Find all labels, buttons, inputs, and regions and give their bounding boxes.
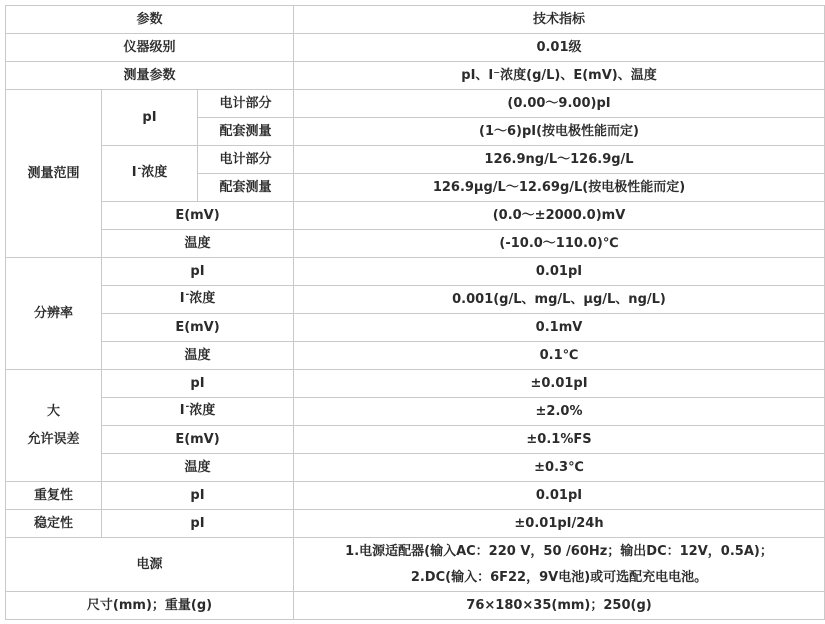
table-row-resolution-emv [6,314,825,342]
range-emv-name: E(mV) [102,202,294,230]
range-pi-matched-label: 配套测量 [198,118,294,146]
resolution-temp-value: 0.1℃ [294,342,825,370]
measurement-params-value: pI、I⁻浓度(g/L)、E(mV)、温度 [294,62,825,90]
range-pi-name: pI [102,90,198,146]
error-conc-name-rest: 浓度 [189,403,216,418]
resolution-emv-value: 0.1mV [294,314,825,342]
resolution-conc-name-main: I [179,291,185,306]
resolution-conc-value: 0.001(g/L、mg/L、μg/L、ng/L) [294,286,825,314]
power-line2: 2.DC(输入：6F22，9V电池)或可选配充电电池。 [410,569,708,585]
size-value: 76×180×35(mm)；250(g) [294,592,825,620]
range-pi-matched-value: (1～6)pI(按电极性能而定) [294,118,825,146]
power-line1: 1.电源适配器(输入AC：220 V，50 /60Hz；输出DC：12V，0.5A)； [345,543,773,559]
error-emv-name: E(mV) [102,426,294,454]
range-pi-electric-value: (0.00～9.00)pI [294,90,825,118]
error-temp-name: 温度 [102,454,294,482]
power-label: 电源 [6,538,294,592]
range-temp-value: (-10.0～110.0)℃ [294,230,825,258]
table-row-power [6,538,825,592]
error-group-label [6,370,102,482]
table-row-error-emv [6,426,825,454]
stability-label: 稳定性 [6,510,102,538]
table-row-resolution-pi [6,258,825,286]
error-group-line1: 大 [46,403,60,419]
error-temp-value: ±0.3℃ [294,454,825,482]
resolution-temp-name: 温度 [102,342,294,370]
error-conc-name [102,398,294,426]
table-row-resolution-temp [6,342,825,370]
error-emv-value: ±0.1%FS [294,426,825,454]
error-conc-name-main: I [179,403,185,418]
table-row-range-emv [6,202,825,230]
resolution-emv-name: E(mV) [102,314,294,342]
range-emv-value: (0.0～±2000.0)mV [294,202,825,230]
range-conc-electric-label: 电计部分 [198,146,294,174]
error-conc-value: ±2.0% [294,398,825,426]
table-row-resolution-conc [6,286,825,314]
resolution-pi-value: 0.01pI [294,258,825,286]
range-conc-matched-value: 126.9μg/L～12.69g/L(按电极性能而定) [294,174,825,202]
spec-table [5,5,825,620]
size-label: 尺寸(mm)；重量(g) [6,592,294,620]
table-row-range-conc-electric [6,146,825,174]
table-row-repeatability [6,482,825,510]
table-row-range-pi-electric [6,90,825,118]
table-row-error-conc [6,398,825,426]
measurement-params-label: 测量参数 [6,62,294,90]
error-pi-name: pI [102,370,294,398]
range-conc-name-sup: - [137,164,142,174]
resolution-group-label: 分辨率 [6,258,102,370]
range-temp-name: 温度 [102,230,294,258]
resolution-conc-name [102,286,294,314]
repeatability-value: 0.01pI [294,482,825,510]
table-row-error-temp [6,454,825,482]
range-conc-electric-value: 126.9ng/L～126.9g/L [294,146,825,174]
repeatability-name: pI [102,482,294,510]
table-row-instrument-class [6,34,825,62]
instrument-class-value: 0.01级 [294,34,825,62]
table-row-error-pi [6,370,825,398]
table-row-size [6,592,825,620]
range-conc-name-rest: 浓度 [141,165,168,180]
power-value [294,538,825,592]
table-row-measurement-params [6,62,825,90]
instrument-class-label: 仪器级别 [6,34,294,62]
range-conc-matched-label: 配套测量 [198,174,294,202]
range-conc-name [102,146,198,202]
range-group-label: 测量范围 [6,90,102,258]
repeatability-label: 重复性 [6,482,102,510]
stability-name: pI [102,510,294,538]
table-row-header [6,6,825,34]
error-conc-name-sup: - [185,402,190,412]
resolution-pi-name: pI [102,258,294,286]
error-pi-value: ±0.01pI [294,370,825,398]
stability-value: ±0.01pI/24h [294,510,825,538]
resolution-conc-name-rest: 浓度 [189,291,216,306]
header-spec-cell: 技术指标 [294,6,825,34]
spec-table-wrapper [5,5,825,620]
resolution-conc-name-sup: - [185,290,190,300]
header-param-cell: 参数 [6,6,294,34]
range-pi-electric-label: 电计部分 [198,90,294,118]
range-conc-name-main: I [131,165,137,180]
table-row-stability [6,510,825,538]
table-row-range-temp [6,230,825,258]
error-group-line2: 允许误差 [27,431,80,447]
